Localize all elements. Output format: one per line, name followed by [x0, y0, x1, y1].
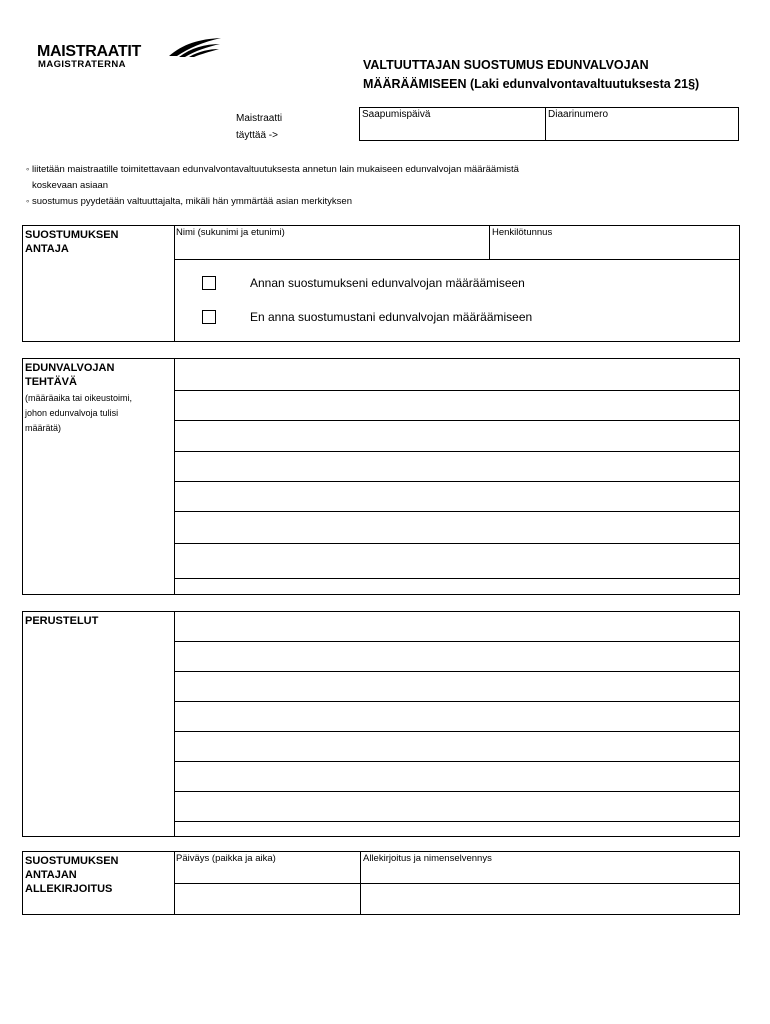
section-title-line-2: ANTAJAN — [25, 869, 77, 881]
signature-fields — [174, 852, 739, 914]
consent-yes-label: Annan suostumukseni edunvalvojan määräämiseen — [250, 276, 525, 290]
consent-giver-fields — [174, 226, 739, 341]
form-title-line-1: VALTUUTTAJAN SUOSTUMUS EDUNVALVOJAN — [363, 58, 649, 72]
text-line[interactable] — [174, 579, 739, 594]
text-line[interactable] — [174, 672, 739, 702]
guardian-task-section — [22, 358, 740, 595]
justification-lines — [174, 612, 739, 836]
form-title-line-2: MÄÄRÄÄMISEEN (Laki edunvalvontavaltuutuksesta 21§) — [363, 77, 700, 91]
text-line[interactable] — [174, 359, 739, 391]
section-title-line-1: SUOSTUMUKSEN — [25, 229, 119, 241]
section-title: PERUSTELUT — [25, 615, 99, 627]
section-label — [23, 359, 175, 594]
name-label: Nimi (sukunimi ja etunimi) — [176, 227, 285, 238]
section-title — [23, 359, 174, 391]
consent-no-label: En anna suostumustani edunvalvojan määräämiseen — [250, 310, 533, 324]
justification-section — [22, 611, 740, 837]
text-line[interactable] — [174, 792, 739, 822]
text-line[interactable] — [174, 822, 739, 836]
section-subtitle-line-1: (määräaika tai oikeustoimi, — [25, 393, 133, 403]
name-field[interactable] — [174, 226, 490, 259]
consent-yes-checkbox[interactable] — [202, 276, 216, 290]
section-subtitle-line-2: johon edunvalvoja tulisi — [25, 408, 119, 418]
section-label — [23, 852, 175, 914]
personal-id-label: Henkilötunnus — [492, 227, 553, 238]
record-number-field[interactable] — [546, 108, 738, 140]
instruction-1-continued: koskevaan asiaan — [32, 180, 109, 191]
office-use-label — [236, 110, 282, 144]
section-subtitle-line-3: määrätä) — [25, 423, 62, 433]
maistraatit-logo — [37, 36, 187, 72]
office-use-label-line-2: täyttää -> — [236, 130, 278, 141]
date-place-field[interactable] — [174, 884, 360, 914]
text-line[interactable] — [174, 702, 739, 732]
office-use-box — [359, 107, 739, 141]
section-title-line-3: ALLEKIRJOITUS — [25, 883, 113, 895]
signature-section — [22, 851, 740, 915]
signature-label: Allekirjoitus ja nimenselvennys — [363, 853, 492, 864]
instruction-1: ◦ liitetään maistraatille toimitettavaan edunvalvontavaltuutuksesta annetun lain mukaiseen edunvalvojan määräämistä — [26, 164, 519, 175]
date-place-label: Päiväys (paikka ja aika) — [176, 853, 276, 864]
signature-field[interactable] — [361, 884, 739, 914]
section-title-line-1: EDUNVALVOJAN — [25, 362, 115, 374]
text-line[interactable] — [174, 762, 739, 792]
section-label — [23, 226, 175, 341]
office-use-label-line-1: Maistraatti — [236, 113, 283, 124]
consent-giver-section — [22, 225, 740, 342]
logo-text-main: MAISTRAATIT — [37, 43, 141, 60]
instruction-2: ◦ suostumus pyydetään valtuuttajalta, mikäli hän ymmärtää asian merkityksen — [26, 196, 352, 207]
section-label — [23, 612, 175, 836]
section-title-line-2: TEHTÄVÄ — [25, 376, 77, 388]
swoosh-icon — [165, 36, 223, 58]
text-line[interactable] — [174, 732, 739, 762]
section-title-line-2: ANTAJA — [25, 243, 69, 255]
section-title-line-1: SUOSTUMUKSEN — [25, 855, 119, 867]
arrival-date-label: Saapumispäivä — [362, 109, 431, 120]
text-line[interactable] — [174, 512, 739, 544]
arrival-date-field[interactable] — [360, 108, 546, 140]
section-title — [23, 226, 174, 258]
text-line[interactable] — [174, 612, 739, 642]
guardian-task-lines — [174, 359, 739, 594]
text-line[interactable] — [174, 642, 739, 672]
consent-no-checkbox[interactable] — [202, 310, 216, 324]
consent-yes-option[interactable] — [202, 276, 525, 290]
text-line[interactable] — [174, 391, 739, 421]
personal-id-field[interactable] — [490, 226, 739, 259]
section-title — [23, 852, 174, 898]
text-line[interactable] — [174, 421, 739, 452]
text-line[interactable] — [174, 544, 739, 579]
consent-no-option[interactable] — [202, 310, 532, 324]
logo-text-sub: MAGISTRATERNA — [38, 59, 126, 70]
form-title — [363, 56, 753, 94]
text-line[interactable] — [174, 452, 739, 482]
instructions — [26, 162, 746, 210]
section-subtitle — [23, 391, 174, 436]
text-line[interactable] — [174, 482, 739, 512]
record-number-label: Diaarinumero — [548, 109, 609, 120]
